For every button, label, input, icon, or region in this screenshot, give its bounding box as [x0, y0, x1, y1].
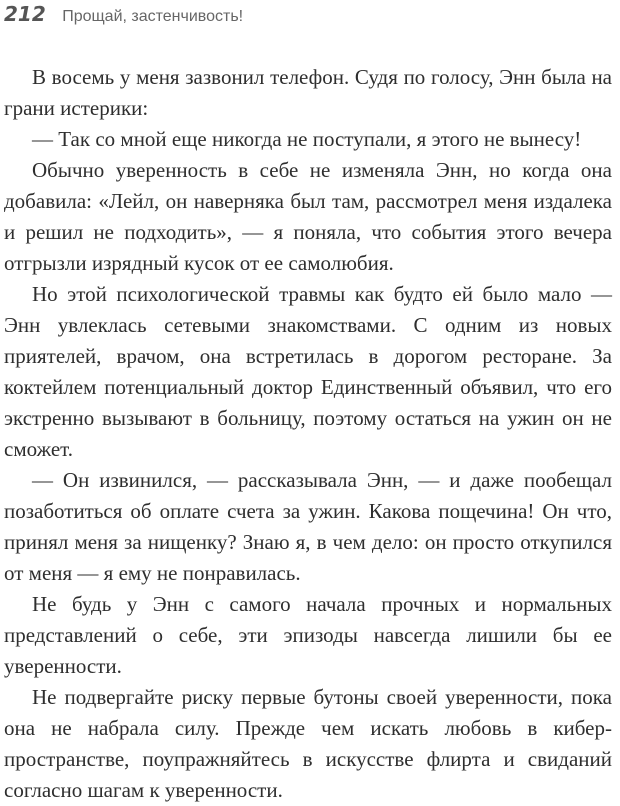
- paragraph-1: В восемь у меня зазвонил телефон. Судя по голосу, Энн была на грани истерики:: [4, 65, 612, 120]
- body-text: [4, 62, 612, 806]
- chapter-title: Прощай, застенчивость!: [62, 8, 244, 25]
- paragraph-3: Обычно уверенность в себе не изменяла Энн, но когда она добавила: «Лейл, он наверняка был там, рассмотрел меня издалека и решил не подходить», — я поняла, что события этого вечера отгрызли изрядный кусок от ее самолюбия.: [4, 158, 612, 275]
- page-number: 212: [4, 2, 46, 26]
- paragraph-7: Не подвергайте риску первые бутоны своей уверенности, пока она не набрала силу. Прежде чем искать любовь в киберпространстве, поупражняйтесь в искусстве флирта и свиданий согласно шагам к уверенности.: [4, 685, 612, 802]
- paragraph-5: — Он извинился, — рассказывала Энн, — и даже пообещал позаботиться об оплате счета за ужин. Какова пощечина! Он что, принял меня за нищенку? Знаю я, в чем дело: он просто откупился от меня — я ему не понравилась.: [4, 468, 612, 585]
- paragraph-6: Не будь у Энн с самого начала прочных и нормальных представлений о себе, эти эпизоды навсегда лишили бы ее уверенности.: [4, 592, 612, 678]
- running-head: [4, 2, 243, 26]
- paragraph-2: — Так со мной еще никогда не поступали, я этого не вынесу!: [32, 127, 582, 151]
- paragraph-4: Но этой психологической травмы как будто ей было мало — Энн увлеклась сетевыми знакомствами. С одним из новых приятелей, врачом, она встретилась в дорогом ресторане. За коктейлем потенциальный доктор Единственный объявил, что его экстренно вызывают в больницу, поэтому остаться на ужин он не сможет.: [4, 282, 612, 461]
